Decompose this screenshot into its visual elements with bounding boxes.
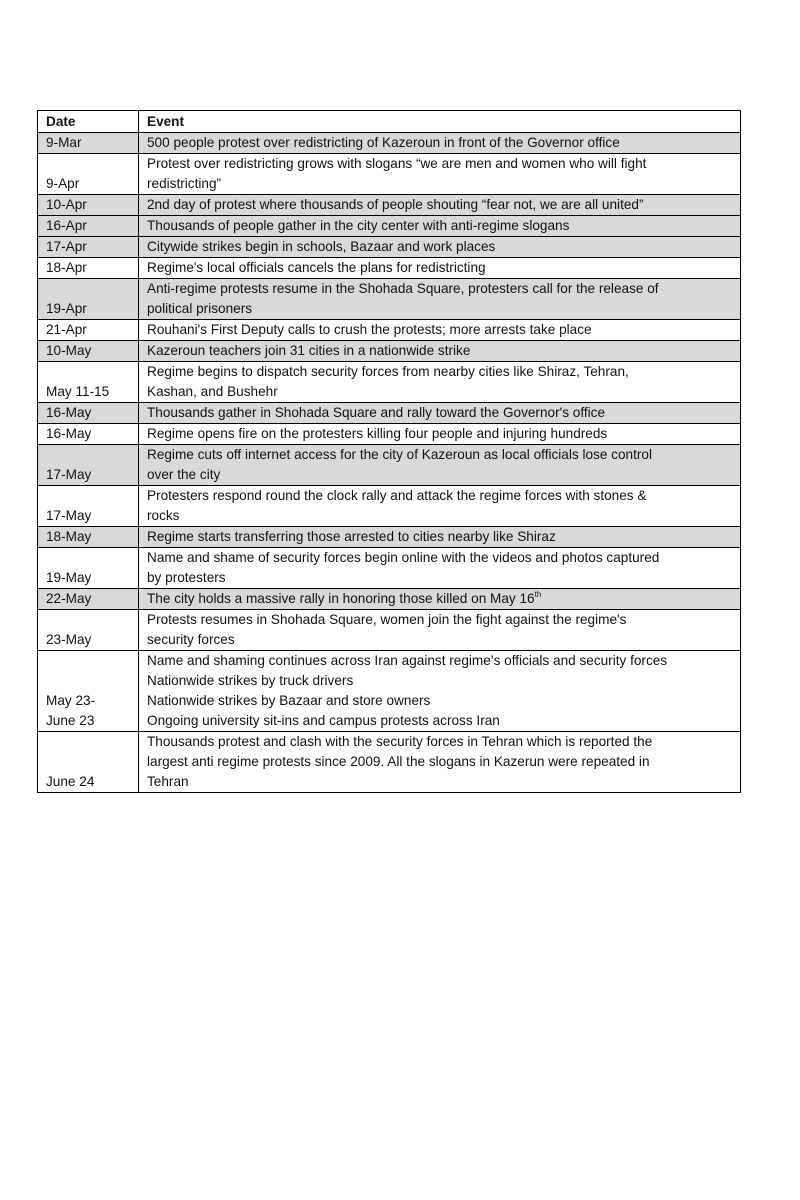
event-text: over the city [147, 467, 221, 482]
event-text: Name and shaming continues across Iran against regime’s officials and security forces [147, 653, 668, 668]
event-text-line [147, 527, 734, 547]
event-text-line [147, 568, 734, 588]
date-cell [38, 237, 139, 258]
table-row [38, 133, 741, 154]
event-text-line [147, 174, 734, 194]
date-cell [38, 424, 139, 445]
date-text: 16-May [46, 405, 92, 420]
date-cell [38, 320, 139, 341]
event-text: Regime's local officials cancels the plans for redistricting [147, 260, 486, 275]
timeline-table [37, 110, 741, 793]
event-text: 500 people protest over redistricting of Kazeroun in front of the Governor office [147, 135, 620, 150]
ordinal-superscript: th [534, 590, 542, 599]
date-cell [38, 154, 139, 195]
event-text-line [147, 486, 734, 506]
event-text-line [147, 610, 734, 630]
event-text: political prisoners [147, 301, 253, 316]
date-cell [38, 362, 139, 403]
event-cell [139, 195, 741, 216]
table-row [38, 445, 741, 486]
event-text: Tehran [147, 774, 189, 789]
event-text: Regime begins to dispatch security forces from nearby cities like Shiraz, Tehran, [147, 364, 629, 379]
event-text-line [147, 133, 734, 153]
table-body [38, 133, 741, 793]
event-cell [139, 589, 741, 610]
date-column-header: Date [38, 111, 139, 133]
event-cell [139, 651, 741, 732]
date-cell [38, 341, 139, 362]
event-text-line [147, 772, 734, 792]
event-text-line [147, 691, 734, 711]
table-row [38, 424, 741, 445]
event-text: Protest over redistricting grows with slogans “we are men and women who will fight [147, 156, 647, 171]
event-column-header: Event [139, 111, 741, 133]
date-cell [38, 258, 139, 279]
event-cell [139, 548, 741, 589]
event-text-line [147, 299, 734, 319]
event-text-line [147, 651, 734, 671]
event-text-line [147, 195, 734, 215]
table-row [38, 589, 741, 610]
table-row [38, 610, 741, 651]
date-text: 19-May [46, 570, 92, 585]
date-text: 21-Apr [46, 322, 87, 337]
event-cell [139, 424, 741, 445]
event-text: Nationwide strikes by Bazaar and store owners [147, 693, 431, 708]
event-text-line [147, 445, 734, 465]
date-text: 16-May [46, 426, 92, 441]
date-cell [38, 548, 139, 589]
date-cell [38, 195, 139, 216]
date-cell [38, 445, 139, 486]
event-text: largest anti regime protests since 2009. All the slogans in Kazerun were repeated in [147, 754, 650, 769]
date-cell [38, 651, 139, 732]
date-text: May 23- [46, 693, 96, 708]
event-text: Thousands gather in Shohada Square and rally toward the Governor's office [147, 405, 606, 420]
event-text-line [147, 589, 734, 609]
date-text: 18-Apr [46, 260, 87, 275]
event-cell [139, 362, 741, 403]
date-text: June 23 [46, 713, 95, 728]
event-text-line [147, 320, 734, 340]
date-cell [38, 732, 139, 793]
event-text: Anti-regime protests resume in the Shohada Square, protesters call for the release of [147, 281, 659, 296]
event-text-line [147, 424, 734, 444]
event-cell [139, 610, 741, 651]
date-cell [38, 133, 139, 154]
event-text: Protests resumes in Shohada Square, women join the fight against the regime's [147, 612, 627, 627]
event-cell [139, 445, 741, 486]
date-cell [38, 486, 139, 527]
event-text: Ongoing university sit-ins and campus protests across Iran [147, 713, 500, 728]
header-row [38, 111, 741, 133]
event-text: redistricting” [147, 176, 222, 191]
event-text-line [147, 237, 734, 257]
event-text-line [147, 216, 734, 236]
event-cell [139, 237, 741, 258]
table-row [38, 732, 741, 793]
event-text: Regime cuts off internet access for the city of Kazeroun as local officials lose control [147, 447, 652, 462]
event-text: Protesters respond round the clock rally and attack the regime forces with stones & [147, 488, 647, 503]
event-text-line [147, 752, 734, 772]
event-text: Regime opens fire on the protesters killing four people and injuring hundreds [147, 426, 608, 441]
date-text: 16-Apr [46, 218, 87, 233]
date-text: 10-May [46, 343, 92, 358]
event-text-line [147, 258, 734, 278]
event-text-line [147, 671, 734, 691]
event-text: Thousands of people gather in the city center with anti-regime slogans [147, 218, 570, 233]
event-text-line [147, 341, 734, 361]
event-text: Kazeroun teachers join 31 cities in a nationwide strike [147, 343, 471, 358]
event-text: Citywide strikes begin in schools, Bazaar and work places [147, 239, 496, 254]
event-text-line [147, 362, 734, 382]
event-text-line [147, 732, 734, 752]
event-text: rocks [147, 508, 180, 523]
event-cell [139, 279, 741, 320]
event-text-line [147, 506, 734, 526]
event-cell [139, 403, 741, 424]
table-row [38, 486, 741, 527]
event-text-line [147, 548, 734, 568]
date-text: 9-Mar [46, 135, 82, 150]
date-cell [38, 216, 139, 237]
table-row [38, 403, 741, 424]
date-text: May 11-15 [46, 384, 110, 399]
date-cell [38, 610, 139, 651]
date-text: 17-May [46, 467, 92, 482]
table-row [38, 527, 741, 548]
event-text-line [147, 630, 734, 650]
event-text: Kashan, and Bushehr [147, 384, 278, 399]
date-text: 9-Apr [46, 176, 80, 191]
date-cell [38, 589, 139, 610]
date-cell [38, 527, 139, 548]
event-text-line [147, 711, 734, 731]
date-text: 22-May [46, 591, 92, 606]
table-row [38, 258, 741, 279]
table-header [38, 111, 741, 133]
event-text-line [147, 465, 734, 485]
table-row [38, 651, 741, 732]
table-row [38, 154, 741, 195]
event-cell [139, 216, 741, 237]
event-text: security forces [147, 632, 235, 647]
date-text: 18-May [46, 529, 92, 544]
event-cell [139, 258, 741, 279]
event-text-line [147, 382, 734, 402]
event-text: Nationwide strikes by truck drivers [147, 673, 354, 688]
event-text: Thousands protest and clash with the security forces in Tehran which is reported the [147, 734, 653, 749]
date-text: 17-Apr [46, 239, 87, 254]
event-cell [139, 486, 741, 527]
event-text: Rouhani's First Deputy calls to crush the protests; more arrests take place [147, 322, 592, 337]
event-text: Regime starts transferring those arrested to cities nearby like Shiraz [147, 529, 556, 544]
date-text: 19-Apr [46, 301, 87, 316]
table-row [38, 341, 741, 362]
event-text: by protesters [147, 570, 226, 585]
event-cell [139, 133, 741, 154]
date-text: June 24 [46, 774, 95, 789]
date-cell [38, 403, 139, 424]
event-text-line [147, 279, 734, 299]
event-cell [139, 527, 741, 548]
event-cell [139, 154, 741, 195]
event-cell [139, 341, 741, 362]
event-cell [139, 320, 741, 341]
table-row [38, 279, 741, 320]
date-text: 17-May [46, 508, 92, 523]
event-text-line [147, 403, 734, 423]
table-row [38, 216, 741, 237]
event-text: Name and shame of security forces begin online with the videos and photos captured [147, 550, 660, 565]
table-row [38, 320, 741, 341]
date-cell [38, 279, 139, 320]
date-text: 23-May [46, 632, 92, 647]
table-row [38, 195, 741, 216]
event-text-line [147, 154, 734, 174]
table-row [38, 362, 741, 403]
table-row [38, 237, 741, 258]
event-text: 2nd day of protest where thousands of people shouting “fear not, we are all united” [147, 197, 644, 212]
event-cell [139, 732, 741, 793]
table-row [38, 548, 741, 589]
date-text: 10-Apr [46, 197, 87, 212]
event-text: The city holds a massive rally in honoring those killed on May 16 [147, 591, 535, 606]
